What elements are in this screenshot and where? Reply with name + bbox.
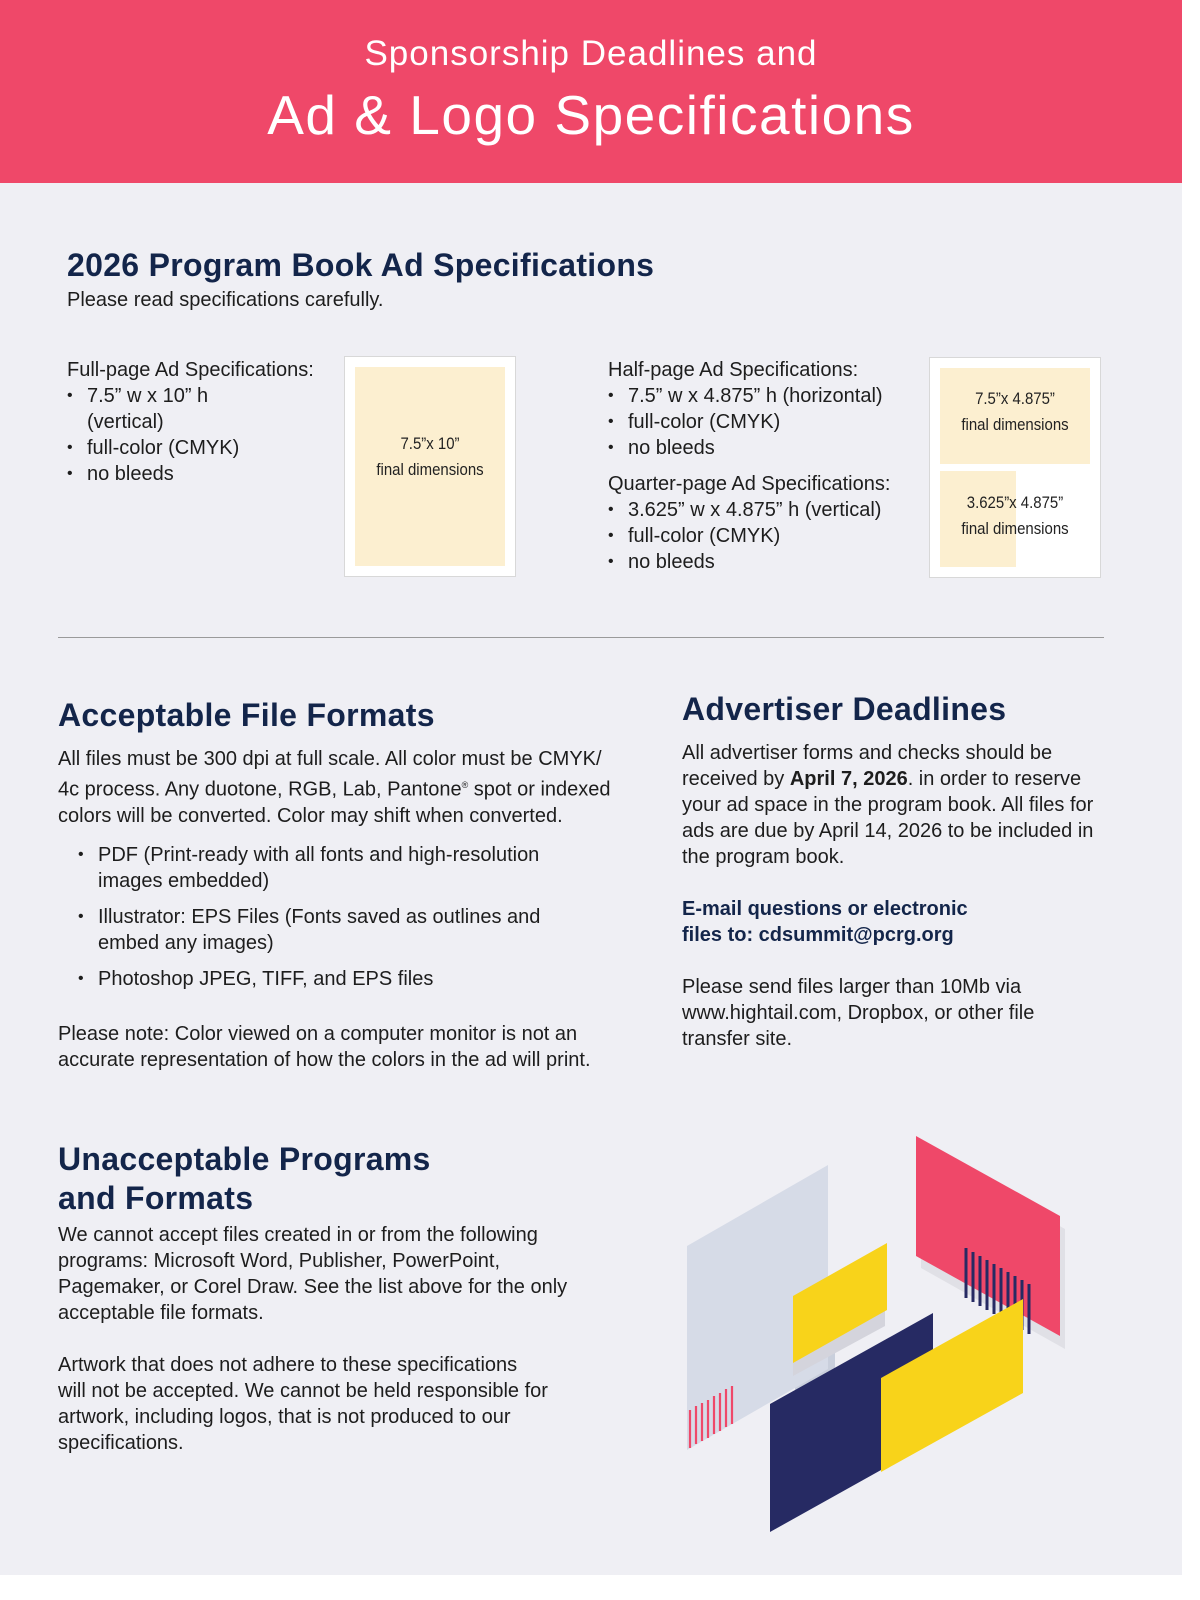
program-book-subtitle: Please read specifications carefully. [67,289,384,311]
header-line1: Sponsorship Deadlines and [364,34,818,73]
half-page-specs [608,357,908,461]
quarter-page-item: • full-color (CMYK) [608,523,908,549]
graphic-yellow-panel-large [881,1299,1023,1472]
section-divider [58,637,1104,638]
formats-intro: All files must be 300 dpi at full scale. All color must be CMYK/ 4c process. Any duotone, RGB, Lab, Pantone® spot or indexed colors will be converted. Color may shift when converted. [58,748,611,827]
half-quarter-ad-diagram [929,357,1101,578]
half-page-item: • no bleeds [608,435,908,461]
format-item: • PDF (Print-ready with all fonts and high-resolution images embedded) [78,842,558,894]
full-page-ad-diagram [344,356,516,577]
deadline-date: April 7, 2026 [789,768,908,790]
half-page-dim-label: 7.5”x 4.875” final dimensions [961,389,1069,434]
quarter-page-dim-label: 3.625”x 4.875” final dimensions [961,493,1069,538]
formats-list [78,842,558,1002]
unacceptable-title: Unacceptable Programs and Formats [58,1141,431,1216]
decorative-geometric-graphic [680,1130,1080,1540]
full-page-item-cont: (vertical) [87,411,164,433]
deadlines-paragraph: All advertiser forms and checks should be received by April 7, 2026. in order to reserve your ad space in the program book. All files for ads are due by April 14, 2026 to be included in the program book. [682,742,1094,868]
formats-note: Please note: Color viewed on a computer monitor is not an accurate representation of how the colors in the ad will print. [58,1023,591,1071]
header-banner [0,0,1182,183]
half-page-label: Half-page Ad Specifications: [608,359,859,381]
full-page-specs [67,357,327,487]
full-page-item: • full-color (CMYK) [67,435,327,461]
large-files-note: Please send files larger than 10Mb via www.hightail.com, Dropbox, or other file transfer site. [682,976,1035,1050]
quarter-page-item: • 3.625” w x 4.875” h (vertical) [608,497,908,523]
format-item: • Photoshop JPEG, TIFF, and EPS files [78,966,558,992]
full-page-item: • 7.5” w x 10” h (vertical) [67,383,327,435]
unacceptable-paragraph-1: We cannot accept files created in or from the following programs: Microsoft Word, Publisher, PowerPoint, Pagemaker, or Corel Draw. See the list above for the only acceptable file formats. [58,1224,568,1324]
half-page-item: • full-color (CMYK) [608,409,908,435]
formats-title: Acceptable File Formats [58,697,435,733]
quarter-page-label: Quarter-page Ad Specifications: [608,473,891,495]
full-page-dim-label: 7.5”x 10” final dimensions [376,434,484,479]
unacceptable-paragraph-2: Artwork that does not adhere to these specifications will not be accepted. We cannot be held responsible for artwork, including logos, that is not produced to our specifications. [58,1354,548,1454]
quarter-page-specs [608,471,908,575]
email-instructions: E-mail questions or electronic files to: cdsummit@pcrg.org [682,898,968,946]
program-book-title: 2026 Program Book Ad Specifications [67,247,655,283]
registered-mark: ® [461,780,469,790]
quarter-page-item: • no bleeds [608,549,908,575]
full-page-item: • no bleeds [67,461,327,487]
format-item: • Illustrator: EPS Files (Fonts saved as outlines and embed any images) [78,904,558,956]
header-title: Ad & Logo Specifications [267,84,915,146]
deadlines-title: Advertiser Deadlines [682,691,1007,727]
full-page-label: Full-page Ad Specifications: [67,359,314,381]
half-page-item: • 7.5” w x 4.875” h (horizontal) [608,383,908,409]
